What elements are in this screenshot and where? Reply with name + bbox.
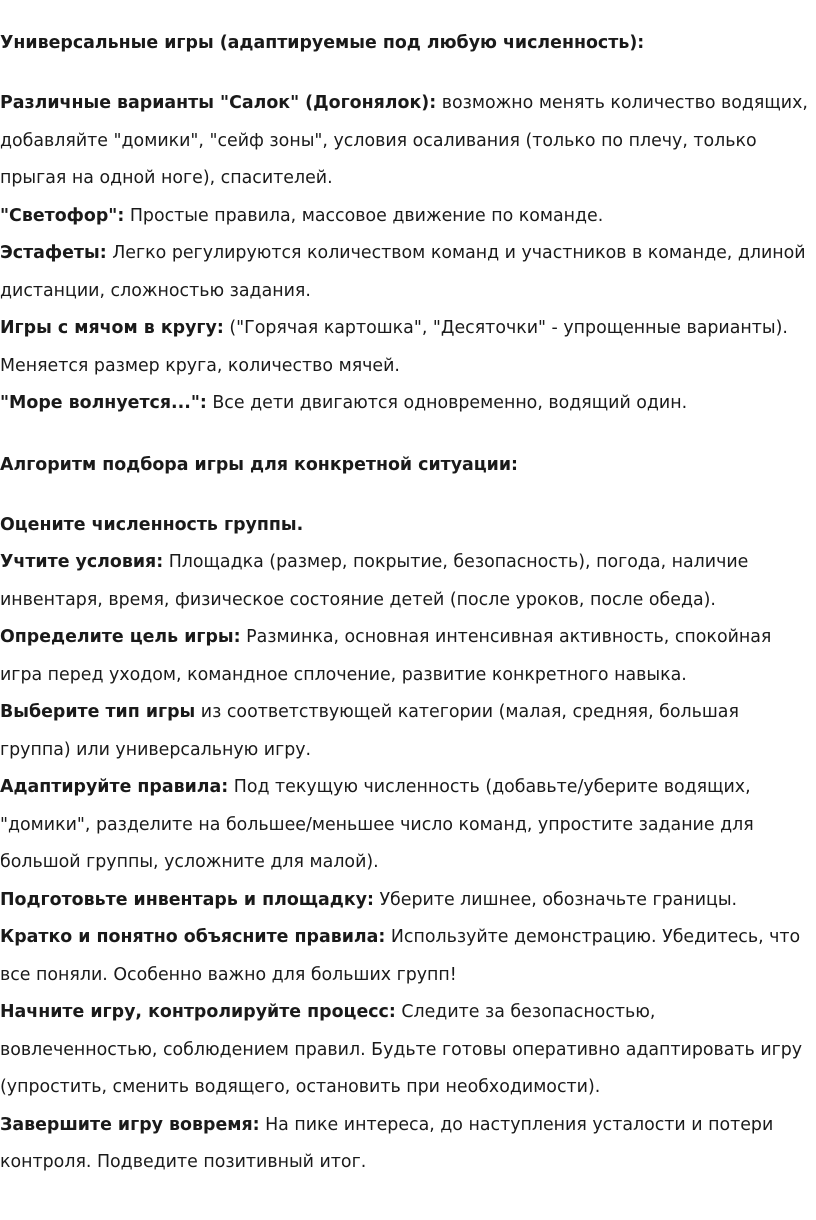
item-title: Различные варианты "Салок" (Догонялок): <box>0 93 437 113</box>
list-item <box>0 198 810 236</box>
list-item <box>0 1107 810 1182</box>
list-item <box>0 85 810 198</box>
list-item <box>0 235 810 310</box>
item-text: Разминка, основная интенсивная активность, спокойная игра перед уходом, командное сплочение, развитие конкретного навыка. <box>0 627 772 685</box>
item-title: "Светофор": <box>0 205 125 226</box>
item-title: Определите цель игры: <box>0 627 241 647</box>
item-text: Следите за безопасностью, вовлеченностью, соблюдением правил. Будьте готовы оперативно адаптировать игру (упростить, сменить водящего, остановить при необходимости). <box>0 1002 803 1097</box>
item-title: Кратко и понятно объясните правила: <box>0 927 386 947</box>
item-title: Учтите условия: <box>0 552 164 572</box>
item-text: Все дети двигаются одновременно, водящий один. <box>206 393 688 413</box>
item-text: На пике интереса, до наступления усталости и потери контроля. Подведите позитивный итог. <box>0 1114 774 1172</box>
item-text: Под текущую численность (добавьте/уберите водящих, "домики", разделите на большее/меньшее число команд, упростите задание для большой группы, усложните для малой). <box>0 777 754 872</box>
item-text: Площадка (размер, покрытие, безопасность), погода, наличие инвентаря, время, физическое состояние детей (после уроков, после обеда). <box>0 552 749 610</box>
list-item <box>0 994 810 1107</box>
item-text: ("Горячая картошка", "Десяточки" - упрощенные варианты). Меняется размер круга, количество мячей. <box>0 318 788 376</box>
item-title: Игры с мячом в кругу: <box>0 318 224 338</box>
list-item <box>0 919 810 994</box>
item-text: Используйте демонстрацию. Убедитесь, что все поняли. Особенно важно для больших групп! <box>0 927 801 985</box>
item-text: из соответствующей категории (малая, средняя, большая группа) или универсальную игру. <box>0 702 739 760</box>
list-item <box>0 310 810 385</box>
list-item <box>0 882 810 920</box>
item-text: Уберите лишнее, обозначьте границы. <box>373 889 738 910</box>
list-item <box>0 694 810 769</box>
item-text: Легко регулируются количеством команд и участников в команде, длиной дистанции, сложностью задания. <box>0 243 806 301</box>
item-title: Подготовьте инвентарь и площадку: <box>0 889 374 910</box>
list-item <box>0 544 810 619</box>
section-heading-universal-games: Универсальные игры (адаптируемые под любую численность): <box>0 33 645 53</box>
item-title: Эстафеты: <box>0 243 107 263</box>
item-text: возможно менять количество водящих, добавляйте "домики", "сейф зоны", условия осаливания (только по плечу, только прыгая на одной ноге), спасителей. <box>0 93 808 188</box>
list-item <box>0 385 810 423</box>
list-item <box>0 769 810 882</box>
list-item <box>0 619 810 694</box>
item-title: "Море волнуется...": <box>0 393 207 413</box>
item-title: Выберите тип игры <box>0 702 196 722</box>
item-text: Простые правила, массовое движение по команде. <box>124 205 604 226</box>
section-heading-algorithm: Алгоритм подбора игры для конкретной ситуации: <box>0 454 519 475</box>
item-title: Адаптируйте правила: <box>0 777 229 797</box>
item-title: Начните игру, контролируйте процесс: <box>0 1002 396 1022</box>
item-title: Оцените численность группы. <box>0 514 304 535</box>
item-title: Завершите игру вовремя: <box>0 1114 260 1135</box>
list-item <box>0 507 810 545</box>
